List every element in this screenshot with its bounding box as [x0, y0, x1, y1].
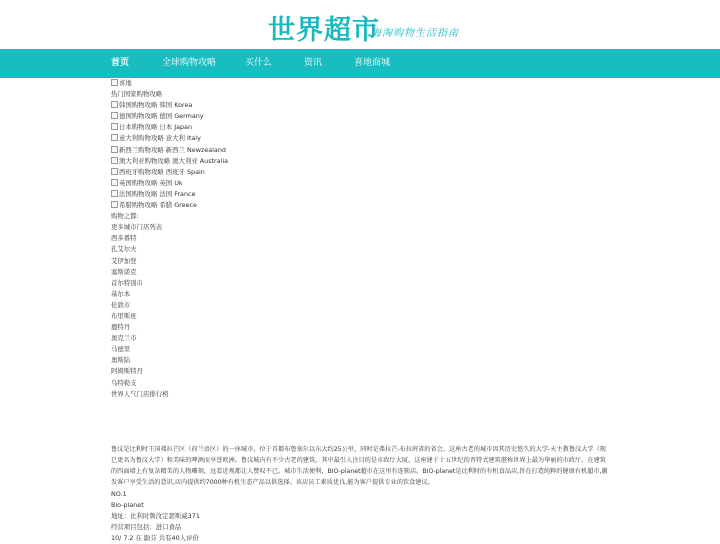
city-link[interactable]: 鹿特丹	[111, 323, 131, 332]
banner-alt-text: 喜地	[119, 79, 132, 87]
country-link-japan[interactable]	[111, 122, 611, 133]
country-image-alt: 法国购物攻略	[119, 189, 158, 198]
main-nav	[0, 49, 720, 78]
country-image-alt: 意大利购物攻略	[119, 134, 164, 143]
broken-image-icon	[111, 201, 118, 208]
banner-image-link[interactable]	[111, 78, 611, 89]
broken-image-icon	[111, 101, 118, 108]
shopping-capitals-title: 购物之都:	[111, 212, 139, 221]
broken-image-icon	[111, 123, 118, 130]
nav-home[interactable]: 首页	[111, 58, 130, 68]
store-name[interactable]: Bio-planet	[111, 500, 144, 509]
broken-image-icon	[111, 134, 118, 141]
store-rank: NO.1	[111, 489, 127, 498]
hot-countries-title: 热门国家购物攻略	[111, 90, 163, 99]
country-name: 澳大利亚 Australia	[172, 156, 229, 165]
country-link-spain[interactable]	[111, 167, 611, 178]
country-name: 新西兰 Newzealand	[165, 145, 226, 154]
country-link-australia[interactable]	[111, 156, 611, 167]
city-link[interactable]: 阿姆斯特丹	[111, 367, 143, 376]
country-name: 意大利 Italy	[165, 134, 201, 143]
country-image-alt: 西班牙购物攻略	[119, 167, 164, 176]
country-link-uk[interactable]	[111, 178, 611, 189]
nav-global-shopping-guide[interactable]: 全球购物攻略	[162, 58, 217, 68]
store-category: 经营项目包括：进口食品	[111, 522, 182, 531]
country-name: 希腊 Greece	[159, 201, 197, 210]
country-name: 德国 Germany	[159, 112, 204, 121]
city-link[interactable]: 塞斯诺克	[111, 267, 137, 276]
country-name: 韩国 Korea	[159, 101, 193, 110]
site-slogan: 海淘购物生活指南	[371, 28, 459, 39]
country-link-greece[interactable]	[111, 200, 611, 211]
city-link[interactable]: 奥克兰市	[111, 334, 137, 343]
city-link[interactable]: 基尔本	[111, 289, 131, 298]
city-link[interactable]: 奥斯陆	[111, 356, 131, 365]
country-link-germany[interactable]	[111, 111, 611, 122]
spacer	[111, 400, 611, 444]
store-address: 地址：比利时鲁汶定瑟斯威371	[111, 511, 200, 520]
country-name: 英国 Uk	[159, 178, 183, 187]
more-city-stores-link[interactable]: 更多城市门店列表	[111, 223, 163, 232]
country-link-italy[interactable]	[111, 133, 611, 144]
broken-image-icon	[111, 190, 118, 197]
store-rating: 10/ 7.2 在 鼢芬 共有40人评价	[111, 533, 199, 542]
city-link[interactable]: 西多番特	[111, 234, 137, 243]
city-link[interactable]: 艾伊加登	[111, 256, 137, 265]
main-content	[111, 78, 611, 544]
city-link[interactable]: 首尔特别市	[111, 278, 143, 287]
country-image-alt: 日本购物攻略	[119, 123, 158, 132]
country-image-alt: 希腊购物攻略	[119, 201, 158, 210]
country-link-korea[interactable]	[111, 100, 611, 111]
country-image-alt: 韩国购物攻略	[119, 101, 158, 110]
broken-image-icon	[111, 179, 118, 186]
broken-image-icon	[111, 79, 118, 86]
city-link[interactable]: 孔艾尔夫	[111, 245, 137, 254]
broken-image-icon	[111, 112, 118, 119]
country-image-alt: 新西兰购物攻略	[119, 145, 164, 154]
country-image-alt: 澳大利亚购物攻略	[119, 156, 171, 165]
site-header	[0, 0, 720, 49]
country-image-alt: 英国购物攻略	[119, 178, 158, 187]
country-name: 西班牙 Spain	[165, 167, 205, 176]
country-name: 日本 Japan	[159, 123, 193, 132]
city-description: 鲁汶是比利时王国弗拉芒区（荷兰语区）的一座城市，位于首都布鲁塞尔以东大约25公里，同时是弗拉芒-布拉班省的省会。这座古老的城市因其历史悠久的大学-天主教鲁汶大学（现已更名为鲁汶大学）和美味的啤酒而享誉欧洲。鲁汶城内有不少古老的建筑，其中最引人注目的是市政厅大厦。这座建于十五世纪的晋特式建筑堪称世界上最为华丽的市政厅。在建筑的四面墙上有复杂精美的人物雕刻，远看近观都让人赞叹不已。城市生活便利，BIO-planet超市在这里有连锁店。BIO-planet是比利时的有机食品店,旨在打造纯粹的健康有机超市,激发客户享受生活的意识,店内提供约7000种有机生态产品以供选择。该店员工素质优良,能为客户提供专业的饮食建议。	[111, 445, 608, 487]
country-link-newzealand[interactable]	[111, 145, 611, 156]
city-link[interactable]: 伦敦市	[111, 300, 131, 309]
broken-image-icon	[111, 146, 118, 153]
city-link[interactable]: 马德里	[111, 345, 131, 354]
country-link-france[interactable]	[111, 189, 611, 200]
broken-image-icon	[111, 157, 118, 164]
store-ranking-link[interactable]: 世界人气门店排行榜	[111, 389, 169, 398]
city-link[interactable]: 乌特勒支	[111, 378, 137, 387]
city-link[interactable]: 布里斯班	[111, 311, 137, 320]
nav-what-to-buy[interactable]: 买什么	[245, 58, 273, 68]
country-image-alt: 德国购物攻略	[119, 112, 158, 121]
country-name: 法国 France	[159, 189, 196, 198]
nav-news[interactable]: 资讯	[304, 58, 323, 68]
site-logo[interactable]: 世界超市	[268, 15, 380, 46]
nav-xidi-mall[interactable]: 喜地商城	[354, 58, 391, 68]
broken-image-icon	[111, 168, 118, 175]
